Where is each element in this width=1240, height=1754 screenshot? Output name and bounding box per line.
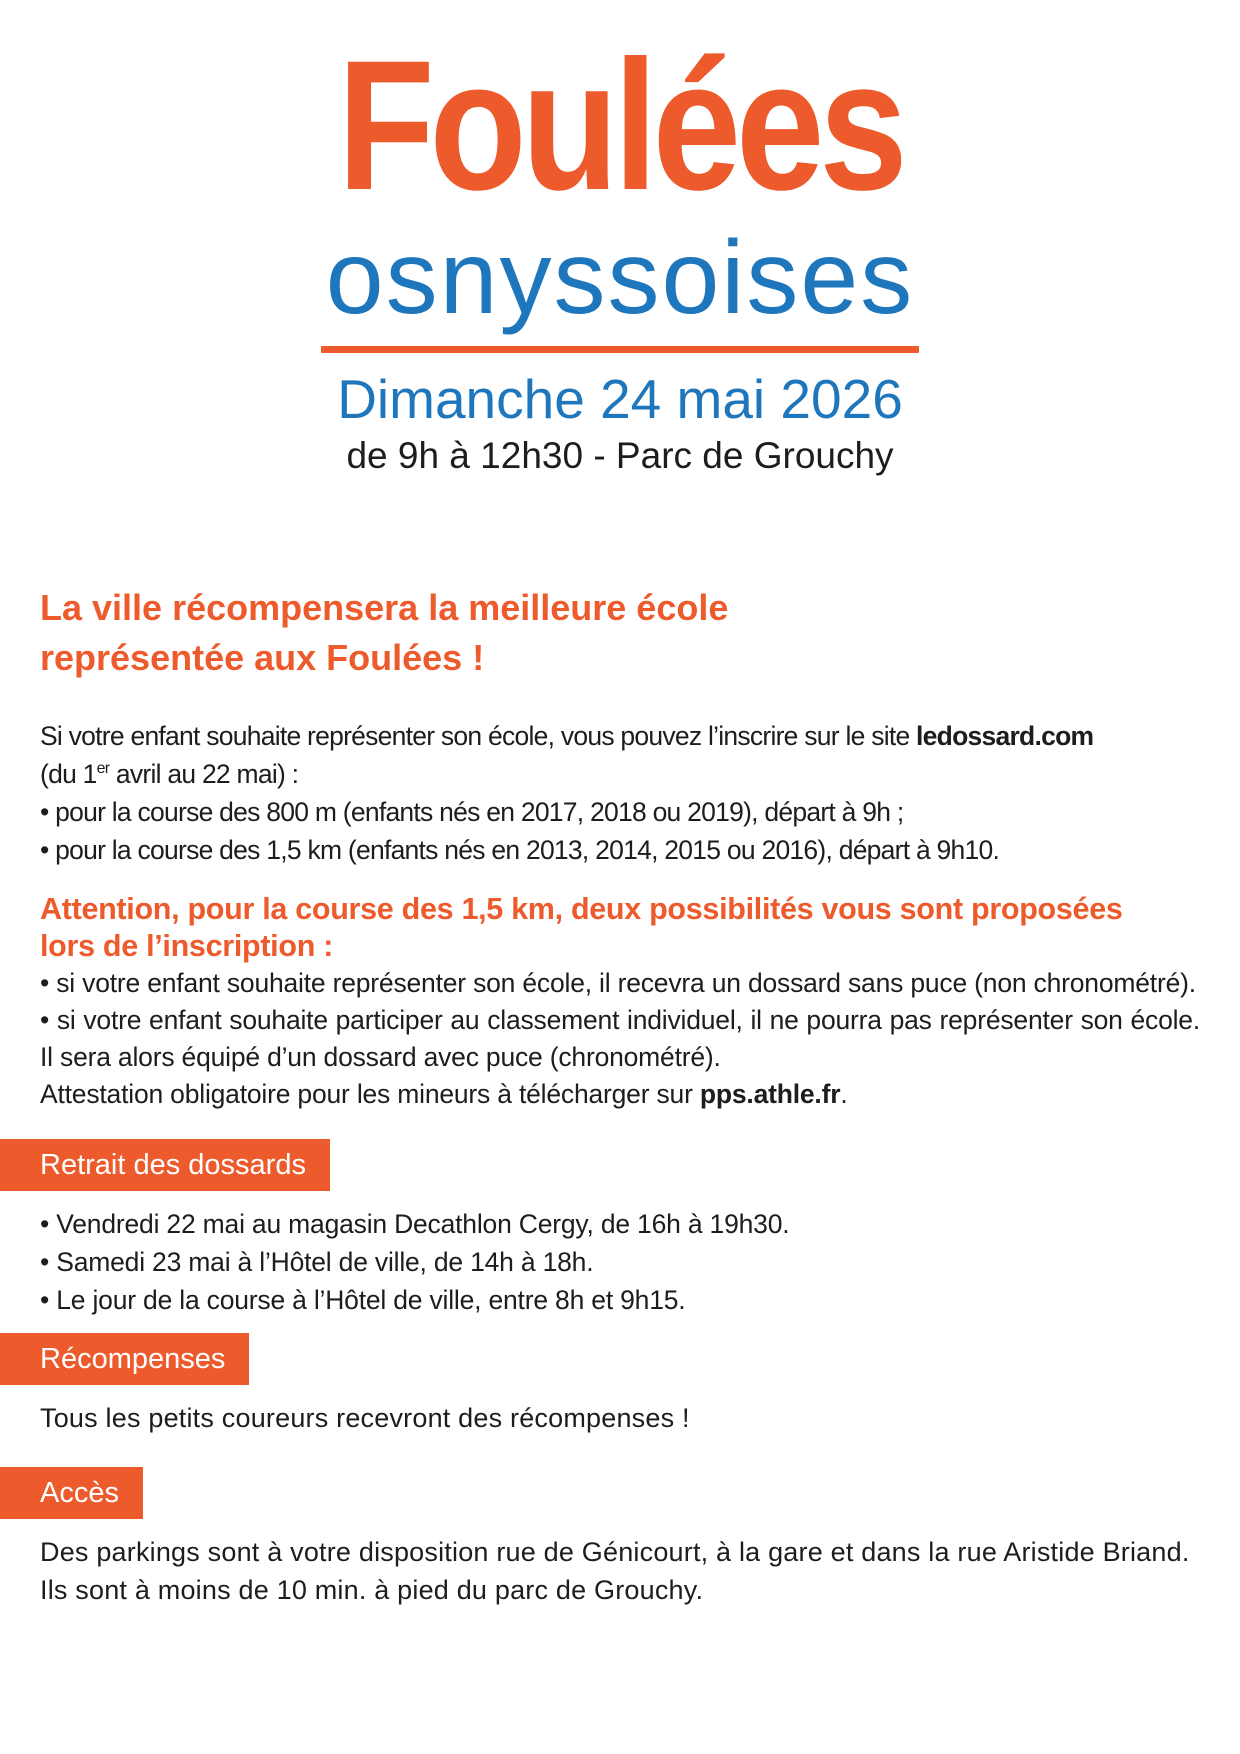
- attention-line1: Attention, pour la course des 1,5 km, deux possibilités vous sont proposées: [40, 892, 1123, 926]
- event-time-place: de 9h à 12h30 - Parc de Grouchy: [346, 435, 894, 476]
- race-bullet-1500m: • pour la course des 1,5 km (enfants nés en 2013, 2014, 2015 ou 2016), départ à 9h10.: [40, 835, 1000, 865]
- intro-heading: [40, 583, 1200, 683]
- recompenses-badge: Récompenses: [0, 1333, 249, 1385]
- registration-dates-post: avril au 22 mai) :: [109, 759, 299, 789]
- registration-paragraph: [40, 717, 1200, 869]
- registration-line1: [40, 717, 1200, 755]
- acces-badge: Accès: [0, 1467, 143, 1519]
- attestation-text: Attestation obligatoire pour les mineurs à télécharger sur: [40, 1079, 700, 1109]
- section-retrait-dossards: [0, 1139, 1240, 1319]
- attention-line2: lors de l’inscription :: [40, 929, 334, 963]
- intro-heading-line2: représentée aux Foulées !: [40, 637, 485, 678]
- possibility-individual-ranking: • si votre enfant souhaite participer au classement individuel, il ne pourra pas représenter son école. Il sera alors équipé d’un dossard avec puce (chronométré).: [40, 1005, 1200, 1072]
- attention-note: [40, 891, 1200, 965]
- acces-text: Des parkings sont à votre disposition rue de Génicourt, à la gare et dans la rue Aristide Briand. Ils sont à moins de 10 min. à pied du parc de Grouchy.: [40, 1537, 1190, 1605]
- registration-line1-text: Si votre enfant souhaite représenter son école, vous pouvez l’inscrire sur le site: [40, 721, 917, 751]
- intro-heading-line1: La ville récompensera la meilleure école: [40, 587, 729, 628]
- possibility-school-dossard: • si votre enfant souhaite représenter son école, il recevra un dossard sans puce (non chronométré).: [40, 968, 1196, 998]
- retrait-item-samedi: • Samedi 23 mai à l’Hôtel de ville, de 14h à 18h.: [40, 1247, 594, 1277]
- event-date: Dimanche 24 mai 2026: [337, 368, 903, 430]
- logo-underline: [321, 346, 919, 353]
- retrait-item-vendredi: • Vendredi 22 mai au magasin Decathlon Cergy, de 16h à 19h30.: [40, 1209, 790, 1239]
- retrait-dossards-badge: Retrait des dossards: [0, 1139, 330, 1191]
- logo-foulees: Foulées: [337, 23, 903, 229]
- attestation-period: .: [840, 1079, 848, 1109]
- site-ledossard: ledossard.com: [916, 721, 1094, 751]
- event-header: [0, 0, 1240, 477]
- retrait-dossards-list: [40, 1205, 1200, 1319]
- logo-osnyssoises: osnyssoises: [325, 220, 915, 336]
- section-recompenses: [0, 1333, 1240, 1437]
- site-pps-athle: pps.athle.fr: [699, 1079, 841, 1109]
- retrait-item-jour-course: • Le jour de la course à l’Hôtel de ville, entre 8h et 9h15.: [40, 1285, 686, 1315]
- ordinal-superscript: er: [96, 760, 110, 778]
- registration-line2: [40, 755, 1200, 793]
- attestation-note: [40, 1076, 1200, 1113]
- recompenses-text: Tous les petits coureurs recevront des récompenses !: [40, 1403, 690, 1433]
- race-bullet-800m: • pour la course des 800 m (enfants nés en 2017, 2018 ou 2019), départ à 9h ;: [40, 797, 904, 827]
- possibilities-block: [40, 965, 1200, 1113]
- section-acces: [0, 1467, 1240, 1609]
- registration-dates-pre: (du 1: [40, 759, 97, 789]
